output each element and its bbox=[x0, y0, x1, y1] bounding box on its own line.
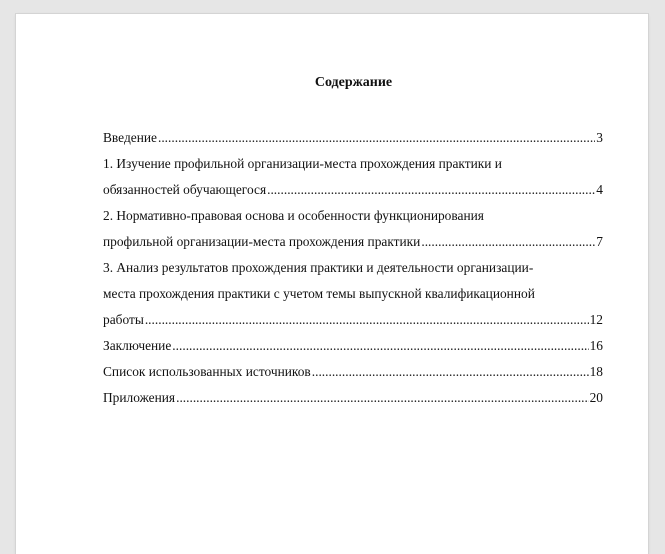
toc-entry-section-1[interactable] bbox=[103, 151, 603, 203]
toc-entry-section-2[interactable] bbox=[103, 203, 603, 255]
toc-entry-text-line: 2. Нормативно-правовая основа и особенности функционирования bbox=[103, 208, 484, 223]
toc-entry-label: Приложения bbox=[103, 390, 176, 405]
toc-entry-line bbox=[103, 359, 603, 385]
toc-entry-references[interactable] bbox=[103, 359, 603, 385]
page-title: Содержание bbox=[314, 75, 393, 90]
toc-entry-line bbox=[103, 125, 603, 151]
toc-page-number: 20 bbox=[589, 390, 603, 405]
dot-leader bbox=[145, 307, 589, 333]
toc-entry-label: профильной организации-места прохождения практики bbox=[103, 234, 421, 249]
toc-entry-line bbox=[103, 307, 603, 333]
table-of-contents bbox=[103, 125, 603, 411]
dot-leader bbox=[312, 359, 589, 385]
toc-entry-label: Список использованных источников bbox=[103, 364, 311, 379]
toc-entry-text-line: 1. Изучение профильной организации-места прохождения практики и bbox=[103, 156, 502, 171]
toc-entry-conclusion[interactable] bbox=[103, 333, 603, 359]
toc-page-number: 16 bbox=[589, 338, 603, 353]
toc-entry-text-line: места прохождения практики с учетом темы выпускной квалификационной bbox=[103, 286, 535, 301]
toc-entry-line bbox=[103, 385, 603, 411]
dot-leader bbox=[267, 177, 595, 203]
dot-leader bbox=[158, 125, 595, 151]
toc-entry-line bbox=[103, 333, 603, 359]
toc-entry-label: Введение bbox=[103, 130, 157, 145]
toc-entry-label: Заключение bbox=[103, 338, 172, 353]
toc-page-number: 4 bbox=[596, 182, 603, 197]
toc-entry-label: работы bbox=[103, 312, 144, 327]
toc-page-number: 12 bbox=[589, 312, 603, 327]
toc-page-number: 18 bbox=[589, 364, 603, 379]
toc-page-number: 7 bbox=[596, 234, 603, 249]
document-page bbox=[16, 14, 648, 554]
dot-leader bbox=[172, 333, 588, 359]
toc-entry-appendices[interactable] bbox=[103, 385, 603, 411]
dot-leader bbox=[176, 385, 589, 411]
toc-entry-label: обязанностей обучающегося bbox=[103, 182, 267, 197]
toc-entry-section-3[interactable] bbox=[103, 255, 603, 333]
toc-entry-line bbox=[103, 177, 603, 203]
toc-page-number: 3 bbox=[596, 130, 603, 145]
toc-entry-line bbox=[103, 229, 603, 255]
toc-entry-text-line: 3. Анализ результатов прохождения практики и деятельности организации- bbox=[103, 260, 534, 275]
dot-leader bbox=[421, 229, 595, 255]
toc-entry-introduction[interactable] bbox=[103, 125, 603, 151]
